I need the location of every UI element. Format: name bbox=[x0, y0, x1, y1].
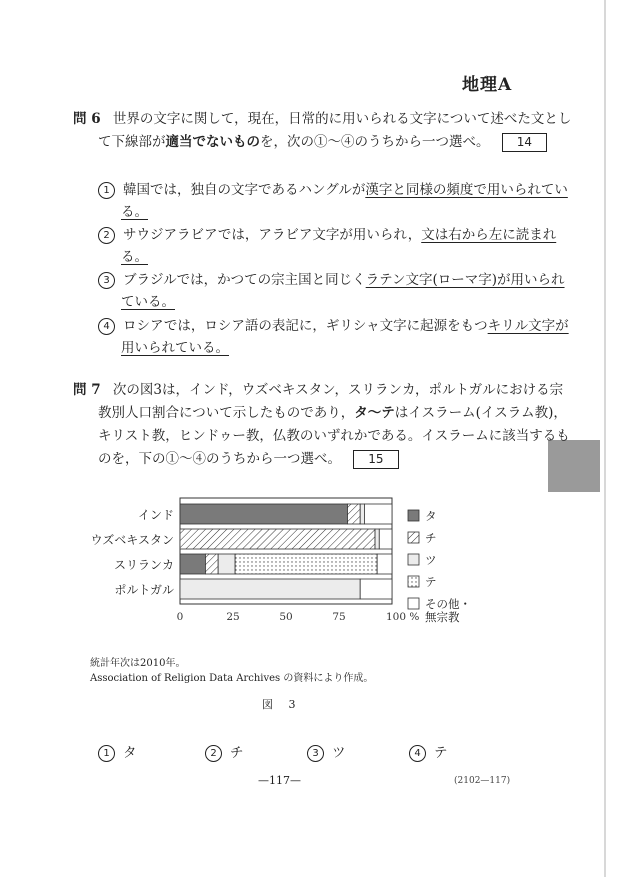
q6-text1: 世界の文字に関して，現在，日常的に用いられる文字について述べた文とし bbox=[112, 111, 572, 127]
figure-caption: 図 3 bbox=[262, 698, 302, 711]
q6-option-2[interactable] bbox=[98, 224, 556, 247]
option-number-4: 4 bbox=[98, 318, 115, 335]
bar-segment bbox=[205, 554, 218, 574]
x-tick-label: 100 % bbox=[386, 611, 420, 623]
bar-segment bbox=[375, 529, 379, 549]
category-label: ウズベキスタン bbox=[90, 533, 174, 547]
bar-segment bbox=[180, 529, 375, 549]
q6-option-3-cont bbox=[121, 291, 175, 314]
option-2-underline: 文は右から左に読まれ bbox=[421, 227, 557, 243]
answer-choice-3[interactable] bbox=[307, 741, 346, 762]
option-2-underline-2: る。 bbox=[121, 249, 148, 265]
legend-label: タ bbox=[425, 509, 437, 523]
q6-text2-post: を，次の①～④のうちから一つ選べ。 bbox=[260, 134, 490, 150]
page-edge bbox=[604, 0, 606, 877]
option-3-underline: ラテン文字(ローマ字)が用いられ bbox=[365, 272, 565, 288]
subject-title: 地理A bbox=[462, 75, 513, 95]
q7-text2-bold: タ～テ bbox=[354, 405, 395, 421]
option-4-underline: キリル文字が bbox=[487, 318, 569, 334]
q7-label: 問 7 bbox=[73, 382, 101, 398]
option-3-text: ブラジルでは，かつての宗主国と同じく bbox=[123, 272, 366, 288]
legend-swatch bbox=[408, 598, 419, 609]
q6-option-3[interactable] bbox=[98, 269, 565, 292]
answer-label-2: チ bbox=[230, 745, 244, 761]
option-4-text: ロシアでは，ロシア語の表記に，ギリシャ文字に起源をもつ bbox=[123, 318, 488, 334]
legend-label: その他・無宗教 bbox=[425, 597, 471, 624]
legend-label: テ bbox=[425, 575, 437, 589]
q7-text4: のを，下の①～④のうちから一つ選べ。 bbox=[98, 451, 341, 467]
option-1-text: 韓国では，独自の文字であるハングルが bbox=[123, 182, 366, 198]
q6-line1 bbox=[73, 108, 571, 130]
q6-label: 問 6 bbox=[73, 111, 101, 127]
bar-segment bbox=[360, 504, 364, 524]
option-number-2: 2 bbox=[98, 227, 115, 244]
section-tab bbox=[548, 440, 600, 492]
q7-line1 bbox=[73, 379, 563, 401]
answer-number-2: 2 bbox=[205, 745, 222, 762]
q7-answer-box[interactable]: 15 bbox=[353, 450, 398, 469]
legend-label: チ bbox=[425, 531, 437, 545]
bar-segment bbox=[180, 579, 360, 599]
q7-line3: キリスト教，ヒンドゥー教，仏教のいずれかである。イスラームに該当するも bbox=[98, 428, 570, 444]
answer-number-3: 3 bbox=[307, 745, 324, 762]
x-tick-label: 0 bbox=[176, 611, 184, 623]
legend-swatch bbox=[408, 510, 419, 521]
x-tick-label: 75 bbox=[332, 611, 346, 623]
q7-text2-pre: 教別人口割合について示したものであり， bbox=[98, 405, 355, 421]
q6-option-4[interactable] bbox=[98, 315, 569, 338]
legend-label: ツ bbox=[425, 553, 437, 567]
bar-segment bbox=[364, 504, 392, 524]
q7-text2-post: はイスラーム(イスラム教)， bbox=[394, 405, 567, 421]
q6-option-1[interactable] bbox=[98, 179, 568, 202]
bar-segment bbox=[180, 504, 347, 524]
bar-segment bbox=[180, 554, 205, 574]
bar-segment bbox=[218, 554, 235, 574]
category-label: ポルトガル bbox=[114, 583, 174, 597]
legend-swatch bbox=[408, 532, 419, 543]
q7-line4 bbox=[98, 448, 399, 470]
source-note: Association of Religion Data Archives の資料により作成。 bbox=[90, 673, 374, 684]
bar-segment bbox=[347, 504, 360, 524]
category-label: インド bbox=[137, 508, 174, 522]
q6-text2-bold: 適当でないもの bbox=[165, 134, 260, 150]
option-1-underline: 漢字と同様の頻度で用いられてい bbox=[365, 182, 568, 198]
q6-line2 bbox=[98, 131, 547, 153]
q6-option-1-cont bbox=[121, 201, 148, 224]
chart-category-labels bbox=[91, 508, 174, 597]
q6-option-2-cont bbox=[121, 246, 148, 269]
answer-choice-1[interactable] bbox=[98, 741, 137, 762]
option-number-3: 3 bbox=[98, 272, 115, 289]
answer-label-4: テ bbox=[434, 745, 448, 761]
answer-label-3: ツ bbox=[332, 745, 346, 761]
page-number: —117— bbox=[258, 774, 301, 787]
page-code: (2102—117) bbox=[454, 776, 511, 786]
answer-number-1: 1 bbox=[98, 745, 115, 762]
category-label: スリランカ bbox=[113, 558, 174, 572]
bar-segment bbox=[379, 529, 392, 549]
bar-segment bbox=[360, 579, 392, 599]
option-3-underline-2: ている。 bbox=[121, 294, 175, 310]
q6-text2-pre: て下線部が bbox=[98, 134, 166, 150]
x-tick-label: 25 bbox=[226, 611, 240, 623]
chart-legend bbox=[408, 509, 471, 624]
legend-swatch bbox=[408, 576, 419, 587]
stat-year-note: 統計年次は2010年。 bbox=[90, 658, 186, 669]
chart-tick-labels bbox=[177, 611, 420, 623]
q7-text1: 次の図3は，インド，ウズベキスタン，スリランカ，ポルトガルにおける宗 bbox=[112, 382, 564, 398]
answer-label-1: タ bbox=[123, 745, 137, 761]
bar-segment bbox=[235, 554, 377, 574]
legend-swatch bbox=[408, 554, 419, 565]
answer-choice-2[interactable] bbox=[205, 741, 244, 762]
option-4-underline-2: 用いられている。 bbox=[121, 340, 229, 356]
option-number-1: 1 bbox=[98, 182, 115, 199]
bar-segment bbox=[377, 554, 392, 574]
option-2-text: サウジアラビアでは，アラビア文字が用いられ， bbox=[123, 227, 422, 243]
answer-choice-4[interactable] bbox=[409, 741, 448, 762]
option-1-underline-2: る。 bbox=[121, 204, 148, 220]
q6-answer-box[interactable]: 14 bbox=[502, 133, 547, 152]
x-tick-label: 50 bbox=[279, 611, 293, 623]
q6-option-4-cont bbox=[121, 337, 229, 360]
q7-line2 bbox=[98, 402, 567, 424]
answer-number-4: 4 bbox=[409, 745, 426, 762]
religion-chart bbox=[90, 496, 490, 654]
chart-bars bbox=[180, 504, 392, 599]
